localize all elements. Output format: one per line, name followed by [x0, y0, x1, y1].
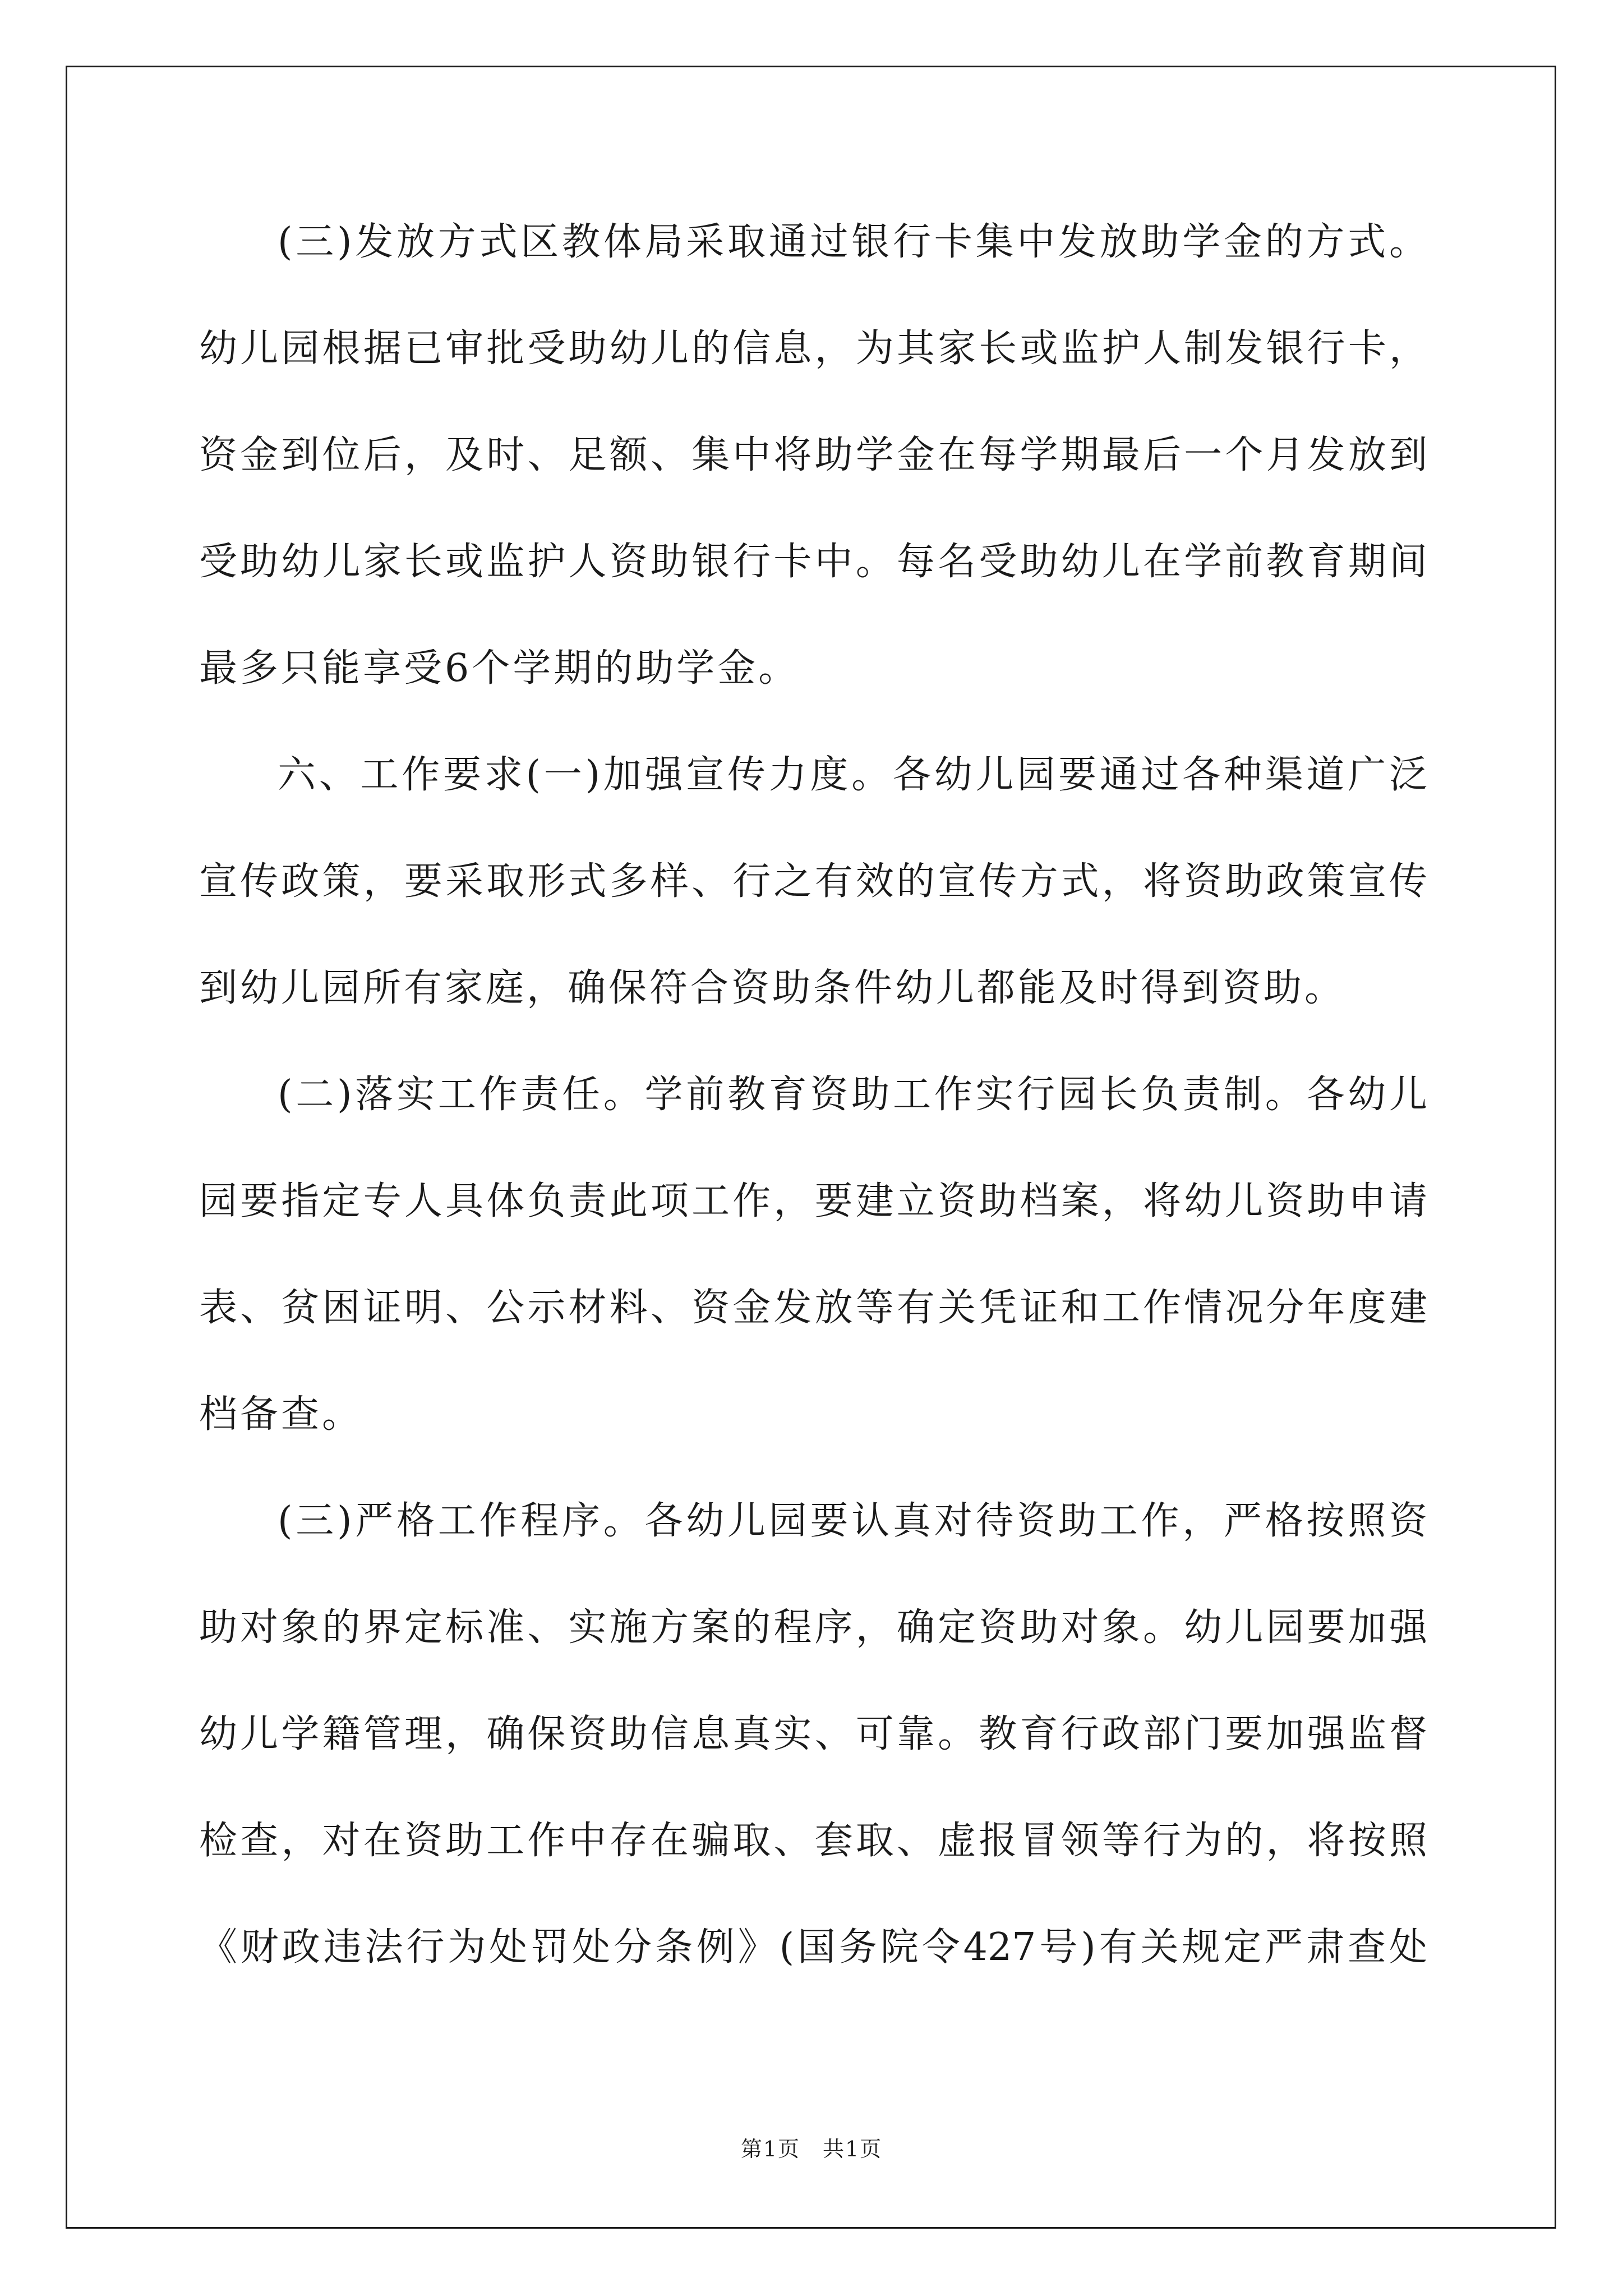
text-line: 表、贫困证明、公示材料、资金发放等有关凭证和工作情况分年度建 — [199, 1286, 1427, 1330]
text-line: 最多只能享受6个学期的助学金。 — [199, 646, 800, 691]
text-line: 到幼儿园所有家庭，确保符合资助条件幼儿都能及时得到资助。 — [199, 966, 1346, 1010]
text-line: 助对象的界定标准、实施方案的程序，确定资助对象。幼儿园要加强 — [199, 1605, 1427, 1650]
text-line: 检查，对在资助工作中存在骗取、套取、虚报冒领等行为的，将按照 — [199, 1819, 1427, 1863]
text-line: 资金到位后，及时、足额、集中将助学金在每学期最后一个月发放到 — [199, 433, 1427, 477]
text-line: 档备查。 — [199, 1392, 363, 1437]
text-line: 受助幼儿家长或监护人资助银行卡中。每名受助幼儿在学前教育期间 — [199, 540, 1427, 584]
page-border — [66, 66, 1556, 2229]
text-line: (三)严格工作程序。各幼儿园要认真对待资助工作，严格按照资 — [278, 1499, 1427, 1543]
text-line: (二)落实工作责任。学前教育资助工作实行园长负责制。各幼儿 — [278, 1073, 1427, 1117]
text-line: 宣传政策，要采取形式多样、行之有效的宣传方式，将资助政策宣传 — [199, 859, 1427, 904]
text-line: 六、工作要求(一)加强宣传力度。各幼儿园要通过各种渠道广泛 — [278, 753, 1427, 797]
text-line: (三)发放方式区教体局采取通过银行卡集中发放助学金的方式。 — [278, 220, 1427, 264]
text-line: 幼儿园根据已审批受助幼儿的信息，为其家长或监护人制发银行卡， — [199, 326, 1427, 371]
text-line: 幼儿学籍管理，确保资助信息真实、可靠。教育行政部门要加强监督 — [199, 1712, 1427, 1756]
page-number-footer: 第1页 共1页 — [740, 2137, 883, 2161]
text-line: 园要指定专人具体负责此项工作，要建立资助档案，将幼儿资助申请 — [199, 1179, 1427, 1223]
text-line: 《财政违法行为处罚处分条例》(国务院令427号)有关规定严肃查处 — [199, 1925, 1427, 1970]
